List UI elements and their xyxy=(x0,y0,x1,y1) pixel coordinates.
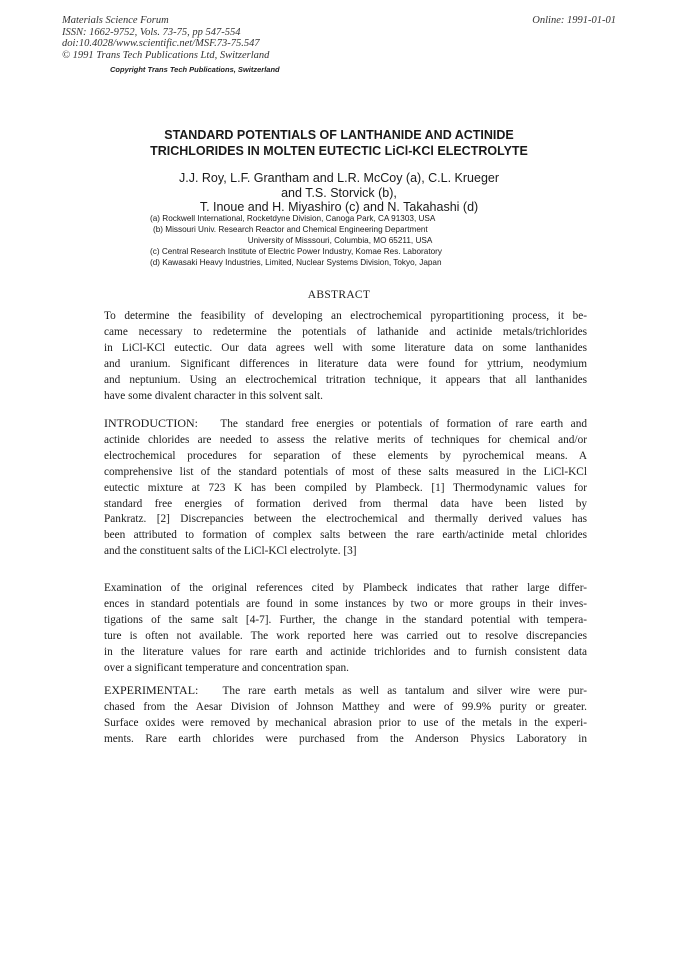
text-line: and the constituent salts of the LiCl-KCl electrolyte. [3] xyxy=(104,545,357,558)
affiliations xyxy=(150,213,530,268)
affiliation-b-cont: University of Misssouri, Columbia, MO 65211, USA xyxy=(247,236,433,245)
text-line: Pankratz. [2] Discrepancies between the electrochemical and thermally derived values has xyxy=(104,513,587,526)
experimental-paragraph xyxy=(104,683,587,748)
text-line: came necessary to redetermine the potentials of lathanide and actinide metals/trichlorides xyxy=(104,325,587,338)
text-line: comprehensive list of the standard potentials of most of these salts measured in the LiCl-KCl xyxy=(104,465,587,478)
intro-first-text: The standard free energies or potentials of formation of rare earth and xyxy=(220,418,587,430)
text-line: ments. Rare earth chlorides were purchased from the Anderson Physics Laboratory in xyxy=(104,732,587,745)
examination-paragraph xyxy=(104,581,587,676)
authors-line-2: and T.S. Storvick (b), xyxy=(281,185,397,200)
text-line: and uranium. Significant differences in literature data were found for yttrium, neodymium xyxy=(104,357,587,370)
text-line: To determine the feasibility of developing an electrochemical pyropartitioning process, it be- xyxy=(104,310,587,322)
text-line: actinide chlorides are needed to assess the relative merits of techniques for chemical and/or xyxy=(104,433,587,446)
text-line: ture is often not available. The work reported here was carried out to resolve discrepancies xyxy=(104,629,587,642)
experimental-first-text: The rare earth metals as well as tantalum and silver wire were pur- xyxy=(222,685,587,697)
author-list xyxy=(80,171,598,215)
text-line: standard free energies of formation derived from thermal data have been listed by xyxy=(104,497,587,510)
title-line-1: STANDARD POTENTIALS OF LANTHANIDE AND ACTINIDE xyxy=(164,128,514,142)
text-line: chased from the Aesar Division of Johnson Matthey and were of 99.9% purity or greater. xyxy=(104,700,587,713)
text-line: have some divalent character in this solvent salt. xyxy=(104,389,323,402)
journal-header xyxy=(62,15,269,61)
authors-line-1: J.J. Roy, L.F. Grantham and L.R. McCoy (a), C.L. Krueger xyxy=(178,171,500,185)
intro-first-line xyxy=(104,416,587,433)
paper-title xyxy=(80,127,598,159)
introduction-paragraph xyxy=(104,416,587,560)
experimental-label: EXPERIMENTAL: xyxy=(104,683,199,697)
affiliation-a: (a) Rockwell International, Rocketdyne Division, Canoga Park, CA 91303, USA xyxy=(150,214,436,223)
abstract-body xyxy=(104,309,587,404)
affiliation-c: (c) Central Research Institute of Electric Power Industry, Komae Res. Laboratory xyxy=(150,247,442,256)
affiliation-b: (b) Missouri Univ. Research Reactor and Chemical Engineering Department xyxy=(153,225,428,234)
text-line: eutectic mixture at 723 K has been compiled by Plambeck. [1] Thermodynamic values for xyxy=(104,481,587,494)
abstract-heading: ABSTRACT xyxy=(307,289,371,301)
online-date: Online: 1991-01-01 xyxy=(532,15,616,26)
text-line: in LiCl-KCl eutectic. Our data agrees well with some literature data on some lanthanides xyxy=(104,341,587,354)
text-line: ences in standard potentials are found in some instances by two or more groups in their inves- xyxy=(104,597,587,610)
authors-line-3: T. Inoue and H. Miyashiro (c) and N. Takahashi (d) xyxy=(199,200,479,214)
text-line: Surface oxides were removed by mechanical abrasion prior to use of the metals in the experi- xyxy=(104,716,587,729)
publisher-line: © 1991 Trans Tech Publications Ltd, Switzerland xyxy=(62,49,270,61)
text-line: electrochemical procedures for separation of these elements by pyrochemical means. A xyxy=(104,449,587,462)
copyright-notice: Copyright Trans Tech Publications, Switzerland xyxy=(110,65,280,74)
doi-link[interactable]: doi:10.4028/www.scientific.net/MSF.73-75.547 xyxy=(62,38,260,49)
introduction-label: INTRODUCTION: xyxy=(104,416,198,430)
text-line: tigations of the same salt [4-7]. Further, the change in the standard potential with tempera- xyxy=(104,613,587,626)
text-line: Examination of the original references cited by Plambeck indicates that rather large differ- xyxy=(104,582,587,594)
text-line: over a significant temperature and concentration span. xyxy=(104,661,349,674)
text-line: in the literature values for rare earth and actinide trichlorides and to furnish consistent data xyxy=(104,645,587,658)
issn-line: ISSN: 1662-9752, Vols. 73-75, pp 547-554 xyxy=(62,26,241,38)
text-line: been attributed to formation of complex salts between the rare earth/actinide metal chlorides xyxy=(104,529,587,542)
affiliation-d: (d) Kawasaki Heavy Industries, Limited, Nuclear Systems Division, Tokyo, Japan xyxy=(150,258,442,267)
title-line-2: TRICHLORIDES IN MOLTEN EUTECTIC LiCl-KCl ELECTROLYTE xyxy=(150,144,528,158)
text-line: and neptunium. Using an electrochemical tritration technique, it appears that all lanthanides xyxy=(104,373,587,386)
experimental-first-line xyxy=(104,683,587,700)
journal-name: Materials Science Forum xyxy=(62,15,169,26)
